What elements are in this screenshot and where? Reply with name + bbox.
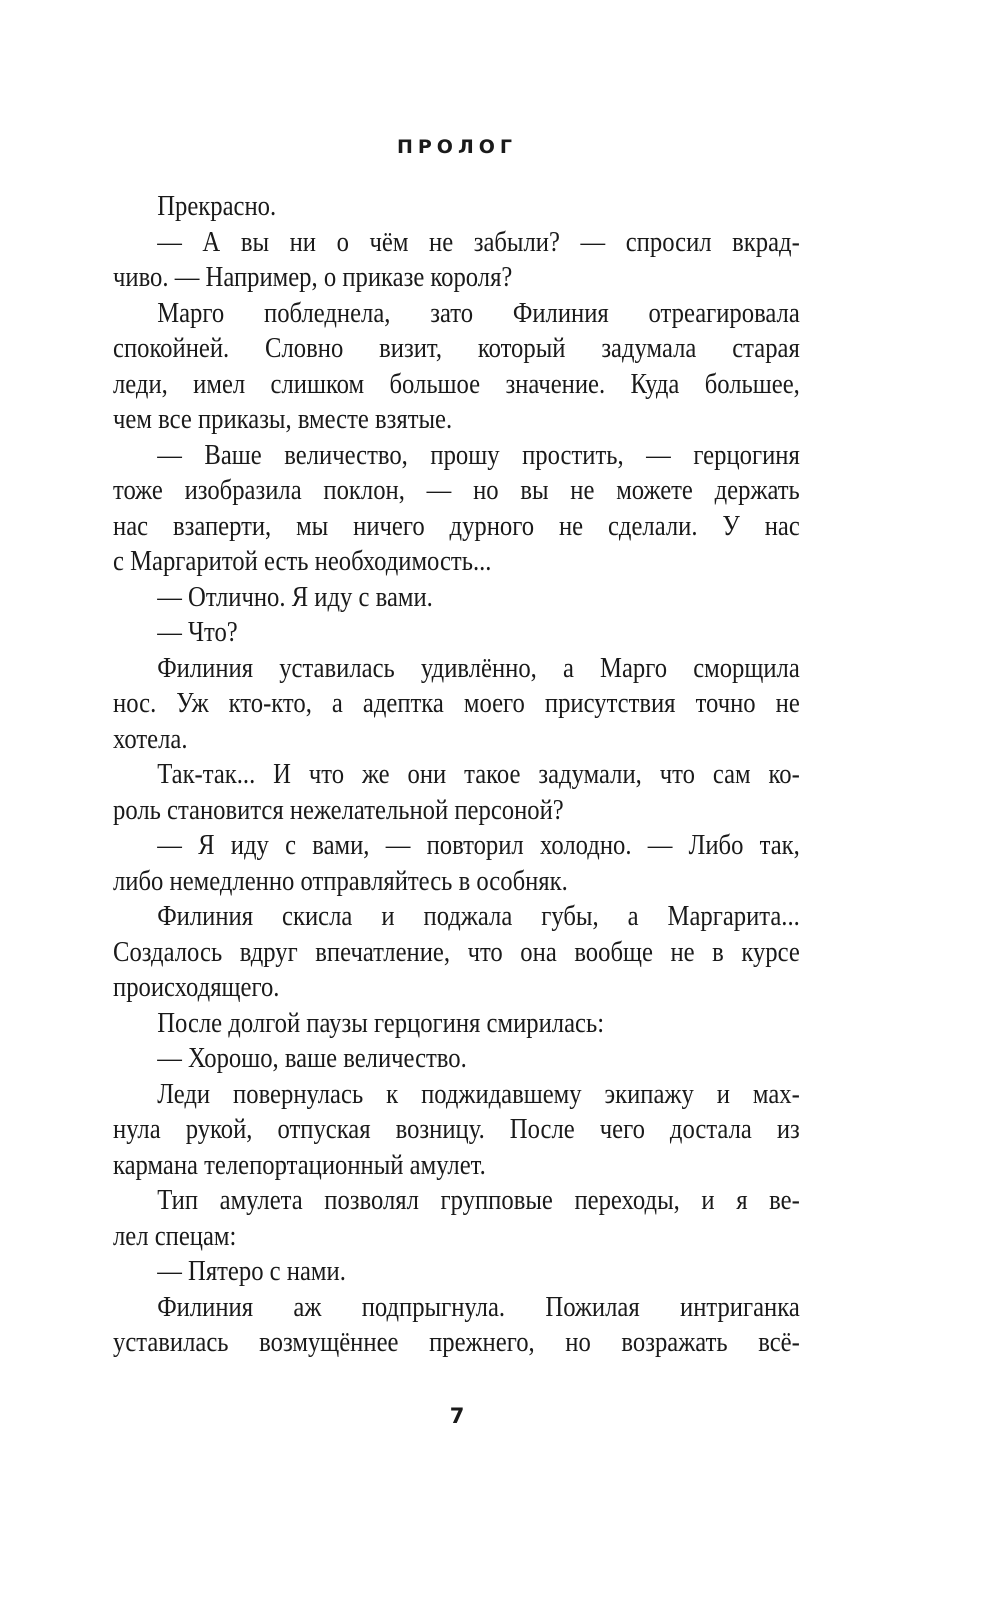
body-text	[113, 189, 800, 1361]
text-line: Создалось вдруг впечатление, что она вообще не в курсе	[113, 935, 800, 968]
text-line: леди, имел слишком большое значение. Куда большее,	[113, 367, 800, 400]
text-line: уставилась возмущённее прежнего, но возражать всё-	[113, 1326, 800, 1358]
text-line: тоже изобразила поклон, — но вы не можете держать	[113, 474, 800, 506]
text-line: — Отлично. Я иду с вами.	[157, 580, 433, 613]
text-line: лел спецам:	[113, 1219, 237, 1252]
text-line: После долгой паузы герцогиня смирилась:	[157, 1006, 605, 1039]
text-line: кармана телепортационный амулет.	[113, 1148, 486, 1181]
text-line: Филиния аж подпрыгнула. Пожилая интриганка	[157, 1290, 800, 1323]
text-line: происходящего.	[113, 971, 280, 1003]
text-line: спокойней. Словно визит, который задумала старая	[113, 332, 800, 364]
text-line: Прекрасно.	[157, 190, 277, 222]
text-line: Филиния скисла и поджала губы, а Маргарита...	[157, 900, 800, 932]
text-line: — Я иду с вами, — повторил холодно. — Либо так,	[157, 829, 800, 861]
text-line: — Ваше величество, прошу простить, — герцогиня	[157, 438, 800, 471]
text-line: Марго побледнела, зато Филиния отреагировала	[157, 296, 800, 329]
text-line: нула рукой, отпуская возницу. После чего достала из	[113, 1113, 800, 1145]
text-line: — Пятеро с нами.	[157, 1255, 346, 1287]
text-line: нас взаперти, мы ничего дурного не сделали. У нас	[113, 509, 800, 542]
text-line: — Что?	[157, 616, 238, 648]
text-line: чем все приказы, вместе взятые.	[113, 403, 453, 435]
text-line: хотела.	[113, 722, 188, 755]
chapter-heading: ПРОЛОГ	[396, 136, 518, 158]
text-line: чиво. — Например, о приказе короля?	[113, 261, 513, 293]
text-line: Леди повернулась к поджидавшему экипажу и мах-	[157, 1077, 800, 1110]
text-line: либо немедленно отправляйтесь в особняк.	[113, 864, 568, 897]
text-line: — Хорошо, ваше величество.	[157, 1042, 467, 1074]
text-line: Филиния уставилась удивлённо, а Марго сморщила	[157, 651, 800, 684]
text-line: нос. Уж кто-кто, а адептка моего присутствия точно не	[113, 687, 800, 719]
text-line: Тип амулета позволял групповые переходы, и я ве-	[157, 1184, 800, 1216]
text-line: роль становится нежелательной персоной?	[113, 793, 564, 826]
text-line: с Маргаритой есть необходимость...	[113, 545, 492, 577]
text-line: — А вы ни о чём не забыли? — спросил вкрад-	[157, 225, 800, 258]
page-number: 7	[449, 1404, 465, 1428]
text-line: Так-так... И что же они такое задумали, что сам ко-	[157, 758, 800, 790]
